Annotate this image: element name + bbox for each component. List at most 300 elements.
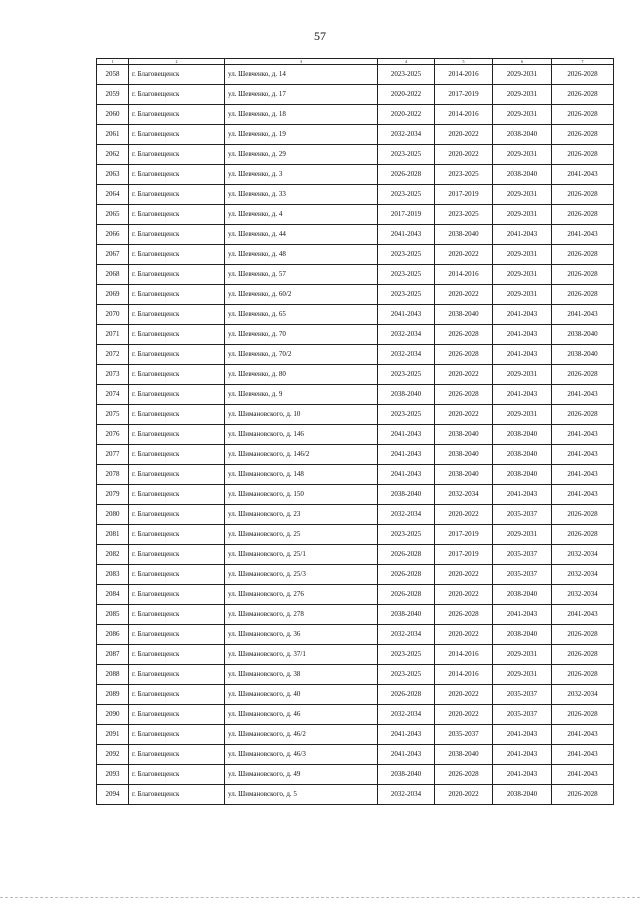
page-number: 57 [314, 29, 326, 43]
table-row [97, 445, 614, 465]
period-cell-col6: 2038-2040 [493, 445, 552, 465]
address-cell: ул. Шевченко, д. 48 [225, 245, 378, 265]
row-number: 2074 [97, 385, 129, 405]
period-cell-col4: 2038-2040 [378, 385, 435, 405]
period-cell-col5: 2026-2028 [435, 605, 493, 625]
period-cell-col4: 2023-2025 [378, 65, 435, 85]
period-cell-col4: 2041-2043 [378, 445, 435, 465]
city-cell: г. Благовещенск [129, 105, 225, 125]
period-cell-col7: 2026-2028 [552, 705, 614, 725]
period-cell-col4: 2023-2025 [378, 285, 435, 305]
city-cell: г. Благовещенск [129, 785, 225, 805]
address-cell: ул. Шевченко, д. 70/2 [225, 345, 378, 365]
period-cell-col5: 2038-2040 [435, 465, 493, 485]
table-row [97, 665, 614, 685]
city-cell: г. Благовещенск [129, 265, 225, 285]
period-cell-col6: 2041-2043 [493, 325, 552, 345]
city-cell: г. Благовещенск [129, 325, 225, 345]
city-cell: г. Благовещенск [129, 505, 225, 525]
city-cell: г. Благовещенск [129, 485, 225, 505]
period-cell-col7: 2041-2043 [552, 485, 614, 505]
period-cell-col7: 2026-2028 [552, 785, 614, 805]
period-cell-col6: 2041-2043 [493, 725, 552, 745]
period-cell-col7: 2038-2040 [552, 325, 614, 345]
period-cell-col4: 2023-2025 [378, 185, 435, 205]
period-cell-col7: 2026-2028 [552, 145, 614, 165]
row-number: 2073 [97, 365, 129, 385]
row-number: 2090 [97, 705, 129, 725]
table-row [97, 185, 614, 205]
row-number: 2071 [97, 325, 129, 345]
city-cell: г. Благовещенск [129, 645, 225, 665]
register-table [96, 58, 614, 805]
period-cell-col4: 2026-2028 [378, 565, 435, 585]
period-cell-col7: 2026-2028 [552, 625, 614, 645]
row-number: 2084 [97, 585, 129, 605]
period-cell-col7: 2026-2028 [552, 525, 614, 545]
period-cell-col6: 2029-2031 [493, 265, 552, 285]
row-number: 2066 [97, 225, 129, 245]
period-cell-col6: 2035-2037 [493, 505, 552, 525]
period-cell-col6: 2029-2031 [493, 205, 552, 225]
period-cell-col6: 2035-2037 [493, 565, 552, 585]
table-row [97, 505, 614, 525]
table-row [97, 745, 614, 765]
address-cell: ул. Шевченко, д. 19 [225, 125, 378, 145]
table-row [97, 705, 614, 725]
address-cell: ул. Шимановского, д. 46/2 [225, 725, 378, 745]
period-cell-col5: 2023-2025 [435, 165, 493, 185]
period-cell-col7: 2026-2028 [552, 645, 614, 665]
period-cell-col5: 2020-2022 [435, 585, 493, 605]
period-cell-col4: 2041-2043 [378, 225, 435, 245]
city-cell: г. Благовещенск [129, 445, 225, 465]
address-cell: ул. Шевченко, д. 70 [225, 325, 378, 345]
period-cell-col5: 2017-2019 [435, 525, 493, 545]
address-cell: ул. Шимановского, д. 37/1 [225, 645, 378, 665]
address-cell: ул. Шимановского, д. 150 [225, 485, 378, 505]
city-cell: г. Благовещенск [129, 365, 225, 385]
period-cell-col6: 2038-2040 [493, 465, 552, 485]
table-row [97, 205, 614, 225]
period-cell-col7: 2038-2040 [552, 345, 614, 365]
row-number: 2079 [97, 485, 129, 505]
address-cell: ул. Шевченко, д. 60/2 [225, 285, 378, 305]
address-cell: ул. Шевченко, д. 80 [225, 365, 378, 385]
city-cell: г. Благовещенск [129, 565, 225, 585]
period-cell-col4: 2023-2025 [378, 245, 435, 265]
address-cell: ул. Шимановского, д. 25 [225, 525, 378, 545]
city-cell: г. Благовещенск [129, 725, 225, 745]
city-cell: г. Благовещенск [129, 285, 225, 305]
table-row [97, 465, 614, 485]
period-cell-col7: 2026-2028 [552, 185, 614, 205]
city-cell: г. Благовещенск [129, 625, 225, 645]
table-row [97, 225, 614, 245]
row-number: 2069 [97, 285, 129, 305]
table-row [97, 105, 614, 125]
period-cell-col6: 2029-2031 [493, 65, 552, 85]
period-cell-col7: 2026-2028 [552, 65, 614, 85]
period-cell-col4: 2032-2034 [378, 785, 435, 805]
address-cell: ул. Шевченко, д. 44 [225, 225, 378, 245]
period-cell-col6: 2041-2043 [493, 305, 552, 325]
city-cell: г. Благовещенск [129, 685, 225, 705]
city-cell: г. Благовещенск [129, 205, 225, 225]
row-number: 2076 [97, 425, 129, 445]
period-cell-col5: 2017-2019 [435, 545, 493, 565]
table-row [97, 645, 614, 665]
city-cell: г. Благовещенск [129, 225, 225, 245]
address-cell: ул. Шимановского, д. 46/3 [225, 745, 378, 765]
address-cell: ул. Шимановского, д. 5 [225, 785, 378, 805]
period-cell-col7: 2026-2028 [552, 285, 614, 305]
city-cell: г. Благовещенск [129, 465, 225, 485]
table-row [97, 265, 614, 285]
period-cell-col4: 2041-2043 [378, 725, 435, 745]
period-cell-col5: 2014-2016 [435, 665, 493, 685]
row-number: 2060 [97, 105, 129, 125]
address-cell: ул. Шимановского, д. 23 [225, 505, 378, 525]
period-cell-col5: 2026-2028 [435, 765, 493, 785]
period-cell-col6: 2029-2031 [493, 525, 552, 545]
address-cell: ул. Шимановского, д. 146/2 [225, 445, 378, 465]
period-cell-col5: 2020-2022 [435, 145, 493, 165]
address-cell: ул. Шимановского, д. 25/3 [225, 565, 378, 585]
city-cell: г. Благовещенск [129, 245, 225, 265]
period-cell-col6: 2041-2043 [493, 745, 552, 765]
table-row [97, 545, 614, 565]
column-header: 2 [129, 59, 225, 65]
period-cell-col4: 2032-2034 [378, 325, 435, 345]
row-number: 2081 [97, 525, 129, 545]
period-cell-col7: 2026-2028 [552, 105, 614, 125]
period-cell-col7: 2041-2043 [552, 385, 614, 405]
period-cell-col6: 2029-2031 [493, 405, 552, 425]
row-number: 2078 [97, 465, 129, 485]
period-cell-col4: 2023-2025 [378, 145, 435, 165]
address-cell: ул. Шимановского, д. 276 [225, 585, 378, 605]
period-cell-col5: 2023-2025 [435, 205, 493, 225]
period-cell-col7: 2026-2028 [552, 205, 614, 225]
period-cell-col4: 2032-2034 [378, 505, 435, 525]
table-row [97, 85, 614, 105]
period-cell-col5: 2020-2022 [435, 685, 493, 705]
city-cell: г. Благовещенск [129, 145, 225, 165]
table-row [97, 525, 614, 545]
period-cell-col7: 2041-2043 [552, 765, 614, 785]
period-cell-col4: 2032-2034 [378, 625, 435, 645]
period-cell-col5: 2020-2022 [435, 505, 493, 525]
period-cell-col7: 2026-2028 [552, 665, 614, 685]
period-cell-col5: 2017-2019 [435, 85, 493, 105]
table-row [97, 585, 614, 605]
period-cell-col5: 2014-2016 [435, 265, 493, 285]
row-number: 2062 [97, 145, 129, 165]
period-cell-col7: 2026-2028 [552, 85, 614, 105]
table-row [97, 425, 614, 445]
row-number: 2089 [97, 685, 129, 705]
period-cell-col5: 2035-2037 [435, 725, 493, 745]
period-cell-col4: 2032-2034 [378, 125, 435, 145]
address-cell: ул. Шимановского, д. 49 [225, 765, 378, 785]
period-cell-col7: 2041-2043 [552, 165, 614, 185]
period-cell-col6: 2029-2031 [493, 365, 552, 385]
row-number: 2059 [97, 85, 129, 105]
column-header: 3 [225, 59, 378, 65]
period-cell-col7: 2026-2028 [552, 505, 614, 525]
period-cell-col7: 2032-2034 [552, 545, 614, 565]
row-number: 2070 [97, 305, 129, 325]
period-cell-col5: 2014-2016 [435, 65, 493, 85]
table-row [97, 325, 614, 345]
row-number: 2082 [97, 545, 129, 565]
address-cell: ул. Шимановского, д. 40 [225, 685, 378, 705]
period-cell-col4: 2038-2040 [378, 765, 435, 785]
period-cell-col4: 2026-2028 [378, 545, 435, 565]
city-cell: г. Благовещенск [129, 345, 225, 365]
period-cell-col4: 2023-2025 [378, 665, 435, 685]
period-cell-col4: 2038-2040 [378, 605, 435, 625]
period-cell-col7: 2026-2028 [552, 245, 614, 265]
address-cell: ул. Шевченко, д. 65 [225, 305, 378, 325]
period-cell-col5: 2020-2022 [435, 565, 493, 585]
period-cell-col5: 2038-2040 [435, 225, 493, 245]
row-number: 2063 [97, 165, 129, 185]
address-cell: ул. Шевченко, д. 17 [225, 85, 378, 105]
period-cell-col7: 2026-2028 [552, 265, 614, 285]
period-cell-col5: 2026-2028 [435, 385, 493, 405]
period-cell-col6: 2041-2043 [493, 385, 552, 405]
table-row [97, 145, 614, 165]
period-cell-col6: 2038-2040 [493, 425, 552, 445]
period-cell-col5: 2038-2040 [435, 445, 493, 465]
address-cell: ул. Шевченко, д. 4 [225, 205, 378, 225]
row-number: 2061 [97, 125, 129, 145]
period-cell-col5: 2020-2022 [435, 245, 493, 265]
period-cell-col6: 2029-2031 [493, 105, 552, 125]
city-cell: г. Благовещенск [129, 85, 225, 105]
period-cell-col6: 2029-2031 [493, 85, 552, 105]
table-row [97, 685, 614, 705]
table-row [97, 485, 614, 505]
period-cell-col4: 2026-2028 [378, 165, 435, 185]
table-body [97, 65, 614, 805]
city-cell: г. Благовещенск [129, 765, 225, 785]
period-cell-col6: 2035-2037 [493, 685, 552, 705]
period-cell-col7: 2032-2034 [552, 585, 614, 605]
period-cell-col4: 2020-2022 [378, 85, 435, 105]
period-cell-col4: 2041-2043 [378, 745, 435, 765]
row-number: 2088 [97, 665, 129, 685]
address-cell: ул. Шимановского, д. 148 [225, 465, 378, 485]
period-cell-col5: 2038-2040 [435, 745, 493, 765]
address-cell: ул. Шевченко, д. 14 [225, 65, 378, 85]
scan-edge-line [0, 897, 640, 899]
period-cell-col4: 2023-2025 [378, 365, 435, 385]
period-cell-col5: 2014-2016 [435, 645, 493, 665]
column-header: 6 [493, 59, 552, 65]
period-cell-col5: 2020-2022 [435, 625, 493, 645]
city-cell: г. Благовещенск [129, 165, 225, 185]
period-cell-col5: 2020-2022 [435, 705, 493, 725]
city-cell: г. Благовещенск [129, 125, 225, 145]
address-cell: ул. Шимановского, д. 278 [225, 605, 378, 625]
row-number: 2094 [97, 785, 129, 805]
address-cell: ул. Шимановского, д. 146 [225, 425, 378, 445]
period-cell-col7: 2041-2043 [552, 745, 614, 765]
address-cell: ул. Шевченко, д. 33 [225, 185, 378, 205]
period-cell-col6: 2038-2040 [493, 625, 552, 645]
period-cell-col7: 2041-2043 [552, 465, 614, 485]
row-number: 2075 [97, 405, 129, 425]
row-number: 2085 [97, 605, 129, 625]
period-cell-col7: 2026-2028 [552, 125, 614, 145]
row-number: 2092 [97, 745, 129, 765]
period-cell-col7: 2026-2028 [552, 405, 614, 425]
period-cell-col6: 2035-2037 [493, 545, 552, 565]
address-cell: ул. Шевченко, д. 18 [225, 105, 378, 125]
period-cell-col5: 2038-2040 [435, 425, 493, 445]
period-cell-col4: 2023-2025 [378, 645, 435, 665]
period-cell-col5: 2020-2022 [435, 285, 493, 305]
table-row [97, 405, 614, 425]
period-cell-col4: 2041-2043 [378, 305, 435, 325]
table-row [97, 245, 614, 265]
period-cell-col6: 2041-2043 [493, 765, 552, 785]
period-cell-col6: 2035-2037 [493, 705, 552, 725]
table-row [97, 125, 614, 145]
period-cell-col5: 2020-2022 [435, 785, 493, 805]
row-number: 2068 [97, 265, 129, 285]
period-cell-col5: 2032-2034 [435, 485, 493, 505]
city-cell: г. Благовещенск [129, 525, 225, 545]
table-row [97, 725, 614, 745]
period-cell-col7: 2041-2043 [552, 605, 614, 625]
city-cell: г. Благовещенск [129, 425, 225, 445]
table-row [97, 605, 614, 625]
period-cell-col5: 2020-2022 [435, 365, 493, 385]
row-number: 2077 [97, 445, 129, 465]
period-cell-col6: 2029-2031 [493, 145, 552, 165]
city-cell: г. Благовещенск [129, 665, 225, 685]
period-cell-col5: 2038-2040 [435, 305, 493, 325]
column-header: 1 [97, 59, 129, 65]
period-cell-col5: 2020-2022 [435, 405, 493, 425]
row-number: 2091 [97, 725, 129, 745]
period-cell-col6: 2041-2043 [493, 345, 552, 365]
period-cell-col4: 2017-2019 [378, 205, 435, 225]
column-header: 4 [378, 59, 435, 65]
address-cell: ул. Шимановского, д. 46 [225, 705, 378, 725]
address-cell: ул. Шевченко, д. 9 [225, 385, 378, 405]
table-row [97, 365, 614, 385]
period-cell-col4: 2020-2022 [378, 105, 435, 125]
city-cell: г. Благовещенск [129, 405, 225, 425]
table-row [97, 305, 614, 325]
city-cell: г. Благовещенск [129, 65, 225, 85]
row-number: 2086 [97, 625, 129, 645]
period-cell-col7: 2032-2034 [552, 565, 614, 585]
city-cell: г. Благовещенск [129, 585, 225, 605]
row-number: 2083 [97, 565, 129, 585]
row-number: 2087 [97, 645, 129, 665]
period-cell-col7: 2026-2028 [552, 365, 614, 385]
address-cell: ул. Шевченко, д. 3 [225, 165, 378, 185]
address-cell: ул. Шевченко, д. 57 [225, 265, 378, 285]
period-cell-col4: 2023-2025 [378, 405, 435, 425]
period-cell-col4: 2023-2025 [378, 265, 435, 285]
column-header: 5 [435, 59, 493, 65]
period-cell-col6: 2029-2031 [493, 665, 552, 685]
table-row [97, 785, 614, 805]
table-row [97, 165, 614, 185]
period-cell-col4: 2032-2034 [378, 345, 435, 365]
period-cell-col6: 2038-2040 [493, 165, 552, 185]
period-cell-col5: 2026-2028 [435, 345, 493, 365]
address-cell: ул. Шимановского, д. 10 [225, 405, 378, 425]
table-row [97, 565, 614, 585]
address-cell: ул. Шимановского, д. 25/1 [225, 545, 378, 565]
period-cell-col6: 2041-2043 [493, 605, 552, 625]
period-cell-col6: 2038-2040 [493, 785, 552, 805]
address-cell: ул. Шимановского, д. 36 [225, 625, 378, 645]
column-header: 7 [552, 59, 614, 65]
period-cell-col6: 2038-2040 [493, 585, 552, 605]
row-number: 2065 [97, 205, 129, 225]
period-cell-col6: 2041-2043 [493, 225, 552, 245]
period-cell-col7: 2041-2043 [552, 445, 614, 465]
period-cell-col5: 2020-2022 [435, 125, 493, 145]
period-cell-col4: 2023-2025 [378, 525, 435, 545]
table-row [97, 345, 614, 365]
period-cell-col4: 2026-2028 [378, 685, 435, 705]
table-row [97, 285, 614, 305]
table-row [97, 765, 614, 785]
table-row [97, 385, 614, 405]
period-cell-col6: 2029-2031 [493, 645, 552, 665]
period-cell-col6: 2029-2031 [493, 185, 552, 205]
period-cell-col7: 2032-2034 [552, 685, 614, 705]
city-cell: г. Благовещенск [129, 185, 225, 205]
period-cell-col5: 2026-2028 [435, 325, 493, 345]
city-cell: г. Благовещенск [129, 605, 225, 625]
period-cell-col7: 2041-2043 [552, 225, 614, 245]
period-cell-col7: 2041-2043 [552, 305, 614, 325]
period-cell-col4: 2026-2028 [378, 585, 435, 605]
address-cell: ул. Шевченко, д. 29 [225, 145, 378, 165]
period-cell-col4: 2041-2043 [378, 465, 435, 485]
period-cell-col6: 2041-2043 [493, 485, 552, 505]
address-cell: ул. Шимановского, д. 38 [225, 665, 378, 685]
period-cell-col4: 2032-2034 [378, 705, 435, 725]
table-row [97, 65, 614, 85]
city-cell: г. Благовещенск [129, 745, 225, 765]
row-number: 2067 [97, 245, 129, 265]
row-number: 2093 [97, 765, 129, 785]
period-cell-col4: 2038-2040 [378, 485, 435, 505]
row-number: 2080 [97, 505, 129, 525]
row-number: 2064 [97, 185, 129, 205]
city-cell: г. Благовещенск [129, 545, 225, 565]
row-number: 2058 [97, 65, 129, 85]
period-cell-col6: 2029-2031 [493, 245, 552, 265]
period-cell-col6: 2038-2040 [493, 125, 552, 145]
city-cell: г. Благовещенск [129, 305, 225, 325]
period-cell-col7: 2041-2043 [552, 725, 614, 745]
row-number: 2072 [97, 345, 129, 365]
period-cell-col7: 2041-2043 [552, 425, 614, 445]
